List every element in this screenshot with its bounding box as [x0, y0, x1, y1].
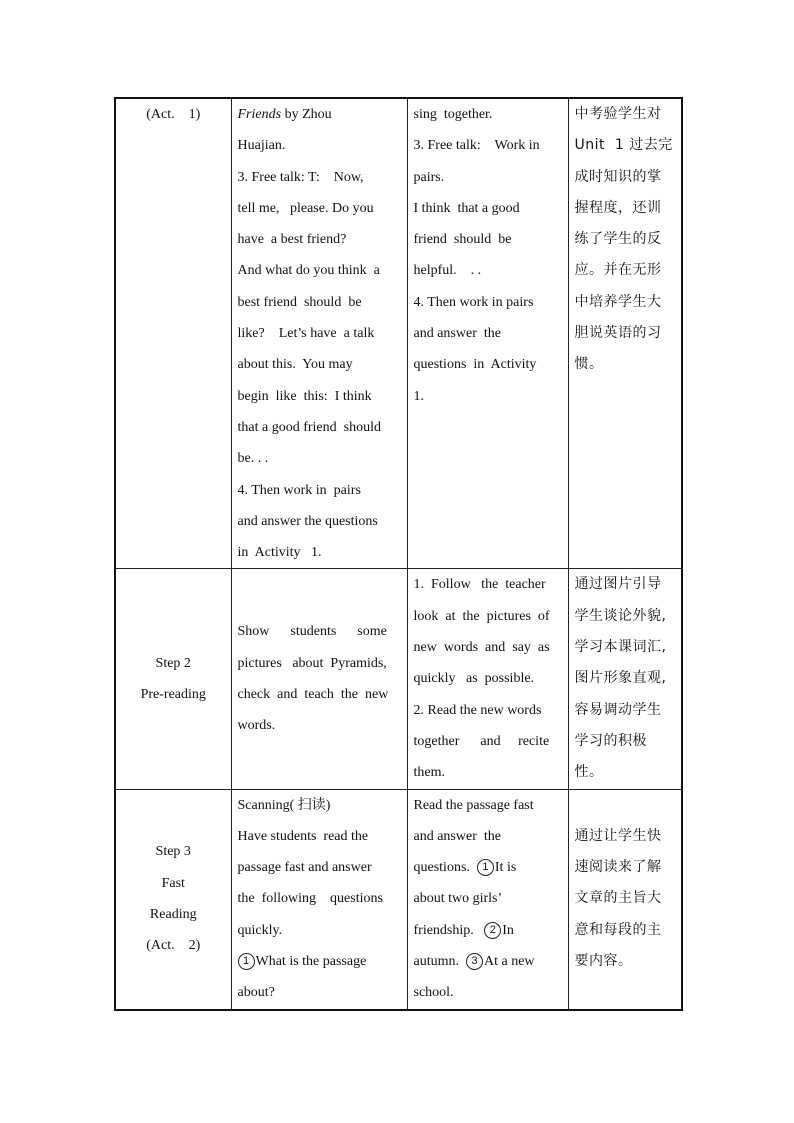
text-line: 3. Free talk: T: Now, [237, 169, 364, 185]
text-line: passage fast and answer [237, 860, 372, 876]
purpose-cell [568, 789, 682, 1010]
question-line [238, 946, 401, 977]
text-line: 容易调动学生 [574, 701, 662, 718]
text-line: 要内容。 [574, 953, 633, 970]
text-line: pairs. [413, 169, 445, 185]
question-text: What is the passage [255, 954, 367, 970]
text-line: 握程度，还训 [574, 199, 662, 216]
text-line: the following questions [237, 891, 383, 907]
text-line: I think that a good [413, 200, 520, 216]
text-line: 文章的主旨大 [574, 890, 662, 907]
text-line: 学生谈论外貌, [574, 607, 667, 624]
text-line: 中考验学生对 [574, 106, 662, 122]
text-line: that a good friend should [237, 419, 381, 435]
step-label: (Act. 1) [146, 107, 201, 122]
step-cell [115, 569, 231, 789]
text-line: helpful. . . [413, 263, 482, 279]
text-line: have a best friend? [237, 232, 347, 248]
answer-text: At a new [484, 954, 535, 970]
text-line: like? Let’s have a talk [237, 326, 375, 342]
text-line: pictures about Pyramids, [237, 655, 387, 671]
text-line: them. [413, 765, 445, 781]
text-line: be. . . [237, 451, 269, 467]
text-line: 2. Read the new words [413, 702, 542, 718]
text-line: 速阅读来了解 [574, 859, 662, 876]
text-line: check and teach the new [237, 686, 389, 702]
student-activity-cell [407, 789, 568, 1010]
step-label: Reading [149, 907, 197, 923]
answer-text: It is [494, 860, 517, 876]
text-line: questions in Activity [413, 357, 537, 373]
table-row [115, 569, 682, 789]
text-line: Unit 1 过去完 [574, 137, 673, 154]
teacher-activity-cell [231, 569, 407, 789]
answer-prefix: autumn. [413, 954, 466, 970]
circled-number: 1 [477, 859, 494, 876]
text-line [238, 99, 401, 130]
step-label: Fast [161, 875, 185, 891]
text-line: 4. Then work in pairs [413, 294, 534, 310]
step-label: Pre-reading [140, 686, 206, 702]
text-line: Show students some [237, 624, 387, 640]
text-line: quickly. [237, 922, 283, 938]
book-title: Friends [237, 107, 282, 122]
circled-number: 1 [238, 953, 255, 970]
step-cell [115, 98, 231, 569]
text-line: Huajian. [237, 138, 286, 154]
text-line: 学习的积极性。 [574, 732, 647, 781]
text-line: new words and say as [413, 640, 550, 656]
answer-prefix: friendship. [413, 922, 485, 938]
text-line: 3. Free talk: Work in [413, 138, 540, 154]
step-cell [115, 789, 231, 1010]
text-line: 应。并在无形 [574, 262, 662, 279]
circled-number: 3 [466, 953, 483, 970]
purpose-cell [568, 569, 682, 789]
text-line: 1. [413, 388, 424, 404]
text-line: 惯。 [574, 356, 604, 373]
table-row [115, 98, 682, 569]
text-line: Read the passage fast [413, 797, 534, 813]
answer-prefix: questions. [413, 860, 477, 876]
text-line: and answer the [413, 326, 501, 342]
text-line: words. [237, 718, 276, 734]
text-line: about this. You may [237, 357, 353, 373]
answer-line [414, 852, 562, 883]
text-line: 学习本课词汇, [574, 639, 667, 656]
text-line: friend should be [413, 232, 512, 248]
scanning-title: Scanning( 扫读) [237, 797, 331, 813]
lesson-plan-table [114, 97, 683, 1011]
answer-line: about two girls’ [413, 891, 503, 907]
answer-line: school. [413, 985, 454, 1001]
text-line: quickly as possible. [413, 671, 535, 687]
teacher-activity-cell [231, 789, 407, 1010]
text-line: and answer the questions [237, 513, 378, 529]
text-line: 1. Follow the teacher [413, 577, 546, 593]
purpose-cell [568, 98, 682, 569]
text-line: 通过图片引导 [574, 576, 662, 593]
student-activity-cell [407, 98, 568, 569]
answer-line [414, 915, 562, 946]
step-label: Step 3 [155, 844, 191, 860]
text-line: Have students read the [237, 828, 369, 844]
text-line: And what do you think a [237, 263, 380, 279]
table-row [115, 789, 682, 1010]
step-label: Step 2 [155, 655, 191, 671]
text-line: tell me, please. Do you [237, 200, 374, 216]
text-line: begin like this: I think [237, 388, 372, 404]
text-line: in Activity 1. [237, 545, 322, 561]
text-line: 中培养学生大 [574, 293, 662, 310]
text-line: 成时知识的掌 [574, 168, 662, 185]
text-line: 胆说英语的习 [574, 325, 662, 342]
text-line: 4. Then work in pairs [237, 482, 361, 498]
text-line: best friend should be [237, 294, 362, 310]
text-line: sing together. [413, 107, 493, 122]
text-line: by Zhou [281, 107, 332, 122]
text-line: 通过让学生快 [574, 827, 662, 844]
text-line: about? [237, 985, 275, 1001]
text-line: look at the pictures of [413, 608, 550, 624]
text-line: and answer the [413, 828, 501, 844]
answer-text: In [502, 922, 514, 938]
step-label: (Act. 2) [146, 938, 201, 954]
text-line: 图片形象直观, [574, 670, 667, 687]
teacher-activity-cell [231, 98, 407, 569]
text-line: together and recite [413, 733, 550, 749]
circled-number: 2 [484, 922, 501, 939]
text-line: 意和每段的主 [574, 921, 662, 938]
text-line: 练了学生的反 [574, 231, 662, 248]
student-activity-cell [407, 569, 568, 789]
answer-line [414, 946, 562, 977]
